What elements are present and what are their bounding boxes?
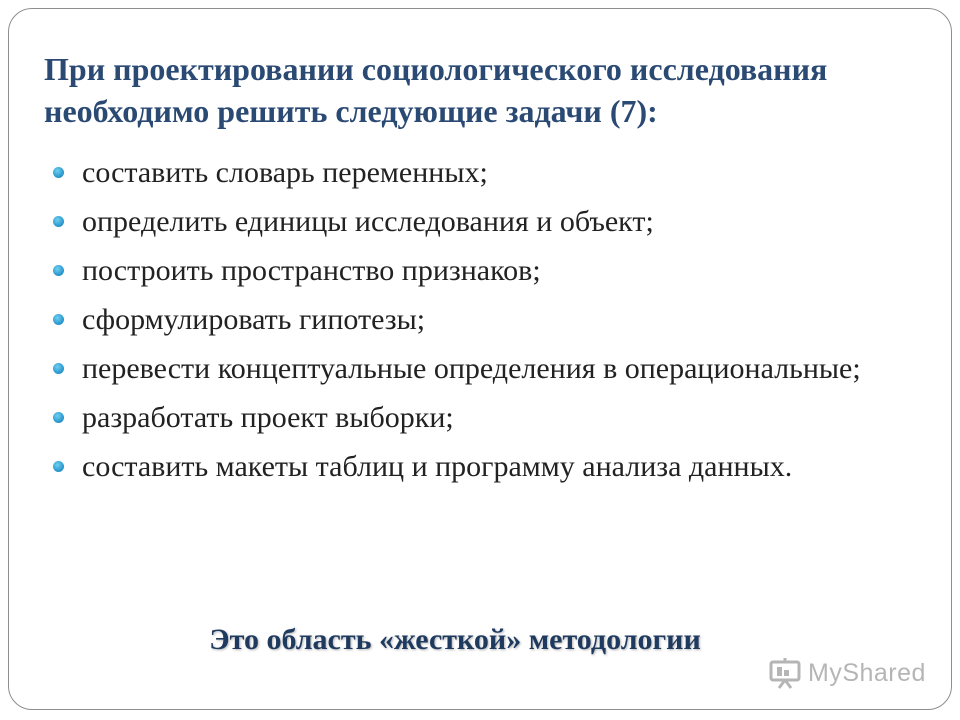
bullet-item: [50, 300, 870, 340]
bullet-text: сформулировать гипотезы;: [82, 303, 426, 336]
bullet-item: [50, 398, 870, 438]
presentation-board-icon: [768, 656, 802, 690]
slide-title: При проектировании социологического исследования необходимо решить следующие задачи (7):: [44, 51, 828, 129]
bullet-text: составить словарь переменных;: [82, 156, 488, 189]
watermark: [768, 656, 926, 690]
bullet-item: [50, 447, 870, 487]
bullet-dot-icon: [53, 461, 64, 472]
bullet-dot-icon: [53, 265, 64, 276]
bullet-item: [50, 251, 870, 291]
bullet-text: перевести концептуальные определения в операциональные;: [82, 352, 861, 385]
bullet-text: разработать проект выборки;: [82, 401, 454, 434]
bullet-item: [50, 349, 870, 389]
emphasis-caption: Это область «жесткой» методологии: [209, 623, 701, 656]
bullet-dot-icon: [53, 363, 64, 374]
bullet-item: [50, 153, 870, 193]
bullet-dot-icon: [53, 216, 64, 227]
bullet-list: [50, 153, 870, 496]
bullet-text: построить пространство признаков;: [82, 254, 541, 287]
bullet-item: [50, 202, 870, 242]
bullet-text: определить единицы исследования и объект;: [82, 205, 654, 238]
bullet-dot-icon: [53, 167, 64, 178]
bullet-dot-icon: [53, 412, 64, 423]
watermark-text: MyShared: [808, 658, 926, 687]
bullet-text: составить макеты таблиц и программу анализа данных.: [82, 450, 793, 483]
bullet-dot-icon: [53, 314, 64, 325]
